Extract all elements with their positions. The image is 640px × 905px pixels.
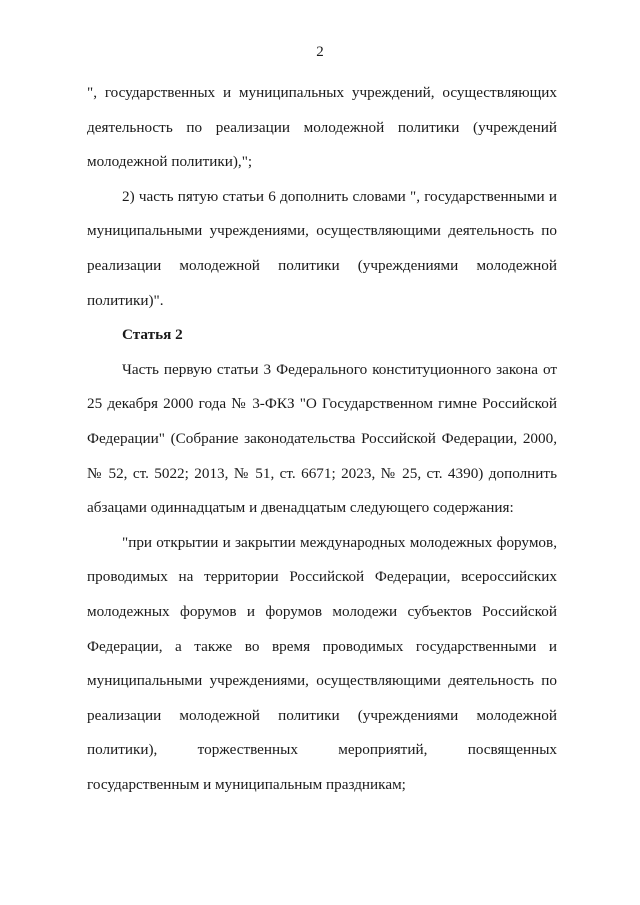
text-line: муниципальными учреждениями, осуществляющими деятельность по (87, 672, 557, 690)
text-line: ", государственных и муниципальных учреждений, осуществляющих (87, 84, 557, 101)
text-line: молодежных форумов и форумов молодежи субъектов Российской (87, 602, 557, 620)
text-line: реализации молодежной политики (учреждениями молодежной (87, 706, 557, 724)
document-body (87, 76, 557, 802)
text-line: реализации молодежной политики (учреждениями молодежной (87, 256, 557, 274)
text-line: муниципальными учреждениями, осуществляющими деятельность по (87, 222, 557, 240)
text-line: политики), торжественных мероприятий, посвященных (87, 741, 557, 759)
text-line: молодежной политики),"; (87, 153, 253, 171)
text-line: деятельность по реализации молодежной политики (учреждений (87, 118, 557, 136)
text-line: проводимых на территории Российской Федерации, всероссийских (87, 568, 557, 586)
text-line: политики)". (87, 291, 164, 309)
text-line: Часть первую статьи 3 Федерального конституционного закона от (122, 360, 557, 378)
article-heading: Статья 2 (122, 326, 183, 344)
text-line: 25 декабря 2000 года № 3-ФКЗ "О Государственном гимне Российской (87, 395, 557, 413)
text-line: № 52, ст. 5022; 2013, № 51, ст. 6671; 2023, № 25, ст. 4390) дополнить (87, 464, 557, 482)
text-line: "при открытии и закрытии международных молодежных форумов, (122, 533, 557, 551)
text-line: Федерации, а также во время проводимых государственными и (87, 637, 557, 655)
page-number: 2 (316, 44, 324, 60)
text-line: Федерации" (Собрание законодательства Российской Федерации, 2000, (87, 429, 557, 447)
text-line: государственным и муниципальным праздникам; (87, 775, 406, 793)
text-line: абзацами одиннадцатым и двенадцатым следующего содержания: (87, 499, 514, 517)
text-line: 2) часть пятую статьи 6 дополнить словами ", государственными и (122, 187, 557, 205)
